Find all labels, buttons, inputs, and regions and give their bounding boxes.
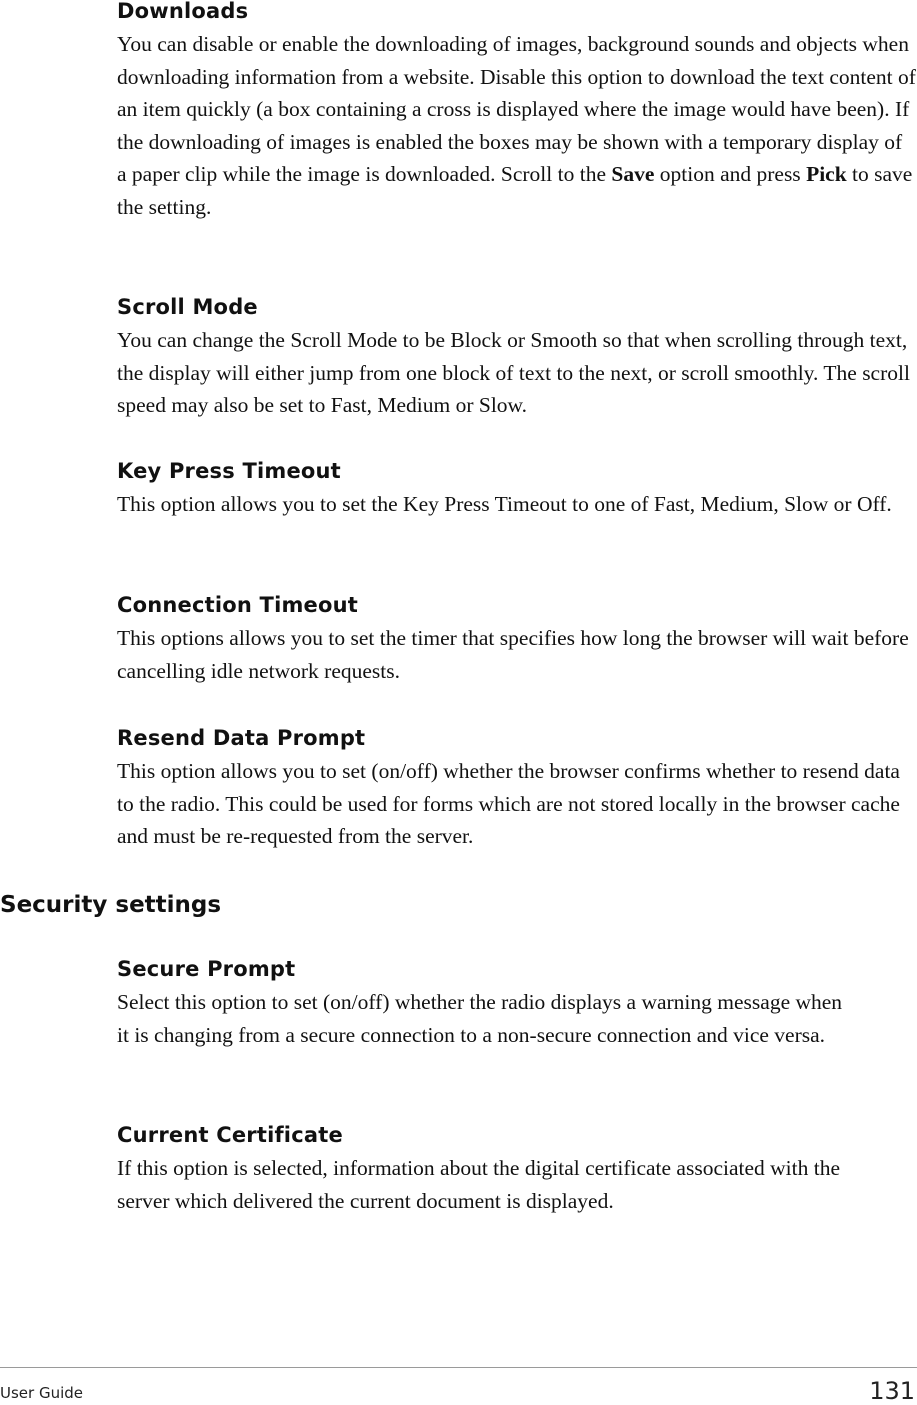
scroll-mode-section: [117, 294, 915, 422]
security-settings-heading: Security settings: [0, 892, 222, 918]
downloads-paragraph: [117, 28, 917, 224]
secure-prompt-section: [117, 956, 915, 1051]
secure-prompt-paragraph: Select this option to set (on/off) whether the radio displays a warning message when it is changing from a secure connection to a non-secure connection and vice versa.: [117, 990, 843, 1047]
resend-data-prompt-paragraph: This option allows you to set (on/off) whether the browser confirms whether to resend data to the radio. This could be used for forms which are not stored locally in the browser cache and must be re-requested from the server.: [117, 759, 900, 849]
connection-timeout-section: [117, 592, 915, 687]
connection-timeout-heading: Connection Timeout: [117, 593, 359, 617]
downloads-section: [117, 0, 915, 224]
resend-data-prompt-section: [117, 725, 915, 853]
current-certificate-paragraph: If this option is selected, information about the digital certificate associated with the server which delivered the current document is displayed.: [117, 1156, 841, 1213]
footer-divider: [0, 1367, 917, 1368]
footer-document-title: User Guide: [0, 1384, 84, 1402]
downloads-text-2: option and press: [654, 162, 807, 187]
pick-emphasis: Pick: [806, 162, 847, 187]
scroll-mode-heading: Scroll Mode: [117, 295, 258, 319]
resend-data-prompt-heading: Resend Data Prompt: [117, 726, 366, 750]
key-press-timeout-section: [117, 458, 915, 521]
downloads-text-3: to save the setting.: [117, 162, 913, 219]
key-press-timeout-paragraph: This option allows you to set the Key Press Timeout to one of Fast, Medium, Slow or Off.: [117, 492, 892, 516]
save-emphasis: Save: [611, 162, 655, 187]
scroll-mode-paragraph: You can change the Scroll Mode to be Block or Smooth so that when scrolling through text, the display will either jump from one block of text to the next, or scroll smoothly. The scroll speed may also be set to Fast, Medium or Slow.: [117, 328, 910, 418]
downloads-text-1: You can disable or enable the downloading of images, background sounds and objects when downloading information from a website. Disable this option to download the text content of an item quickly (a box containing a cross is displayed where the image would have been). If the downloading of images is enabled the boxes may be shown with a temporary display of a paper clip while the image is downloaded. Scroll to the: [117, 32, 916, 187]
connection-timeout-paragraph: This options allows you to set the timer that specifies how long the browser will wait before cancelling idle network requests.: [117, 626, 909, 683]
current-certificate-section: [117, 1122, 915, 1217]
secure-prompt-heading: Secure Prompt: [117, 957, 296, 981]
downloads-heading: Downloads: [117, 0, 249, 23]
key-press-timeout-heading: Key Press Timeout: [117, 459, 341, 483]
page-number: 131: [869, 1377, 915, 1405]
current-certificate-heading: Current Certificate: [117, 1123, 343, 1147]
